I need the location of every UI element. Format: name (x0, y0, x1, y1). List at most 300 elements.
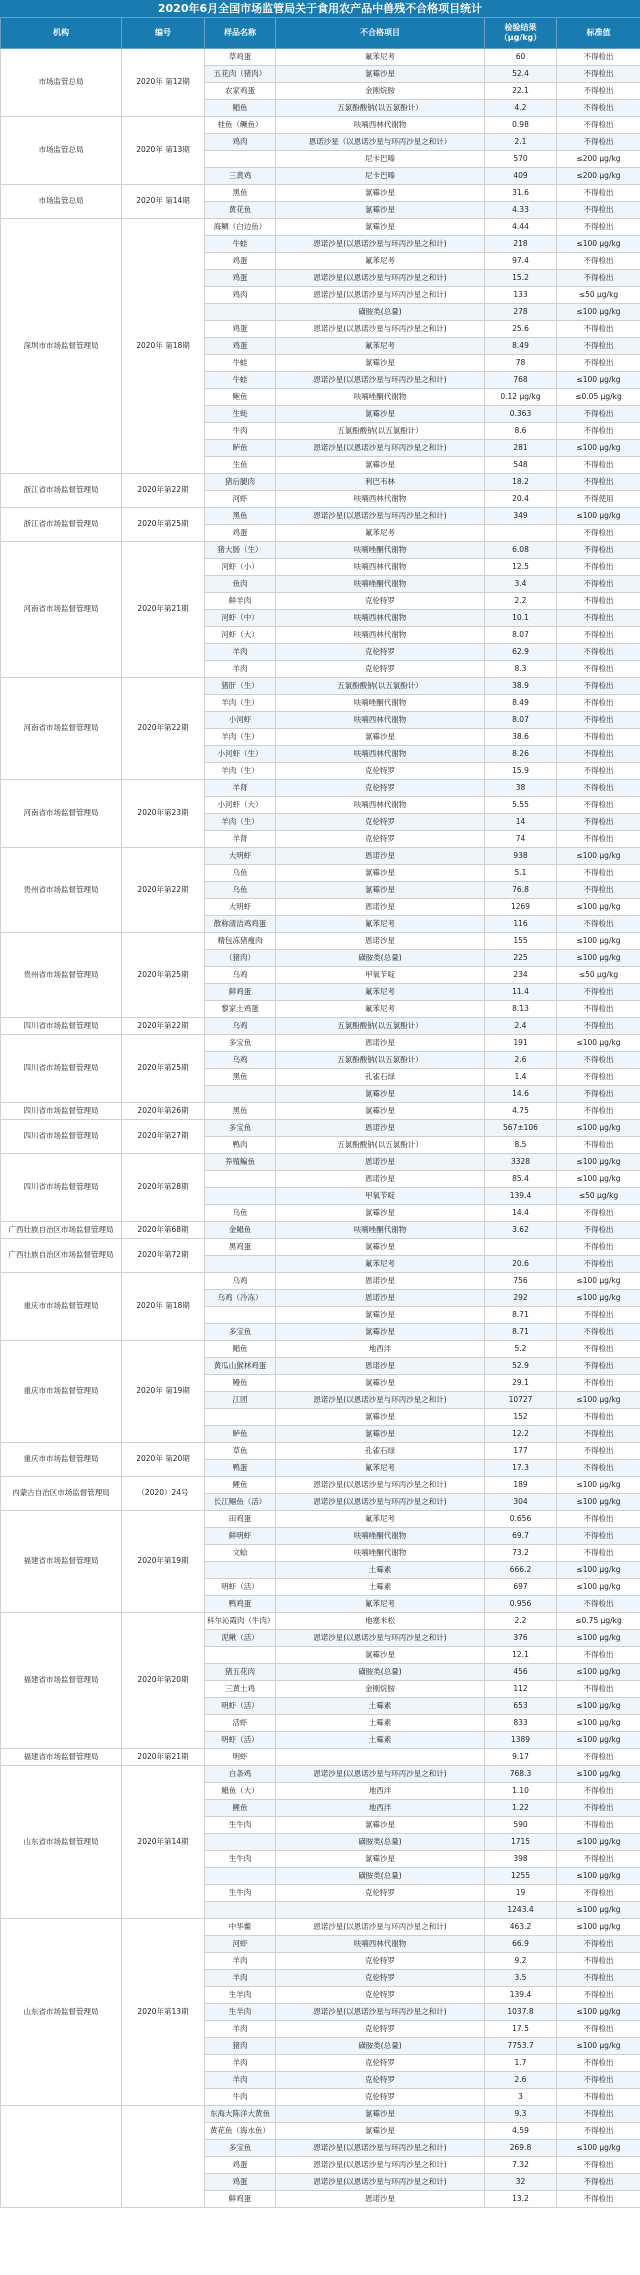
result-cell: 1.10 (485, 1783, 557, 1800)
result-cell: 3 (485, 2089, 557, 2106)
item-cell: 金刚烷胺 (276, 1681, 485, 1698)
sample-cell: 鱼肉 (205, 576, 276, 593)
result-cell: 12.1 (485, 1647, 557, 1664)
item-cell: 恩诺沙星(以恩诺沙星与环丙沙星之和计) (276, 1766, 485, 1783)
sample-cell: 猪五花肉 (205, 1664, 276, 1681)
sample-cell: 鲜鸡蛋 (205, 2191, 276, 2208)
result-cell: 15.9 (485, 763, 557, 780)
item-cell: 尼卡巴嗪 (276, 151, 485, 168)
standard-cell: 不得检出 (557, 66, 640, 83)
item-cell: 克伦特罗 (276, 2089, 485, 2106)
sample-cell: 猪大肠（生） (205, 542, 276, 559)
result-cell: 2.2 (485, 593, 557, 610)
issue-cell: 2020年 第18期 (122, 1273, 205, 1341)
agency-cell: 浙江省市场监督管理局 (1, 508, 122, 542)
sample-cell: 乌鸡（冷冻） (205, 1290, 276, 1307)
sample-cell: 河虾 (205, 491, 276, 508)
result-cell: 4.59 (485, 2123, 557, 2140)
item-cell: 恩诺沙星 (276, 1273, 485, 1290)
item-cell: 孔雀石绿 (276, 1443, 485, 1460)
agency-cell: 山东省市场监督管理局 (1, 1919, 122, 2106)
result-cell: 225 (485, 950, 557, 967)
sample-cell: 鸭肉 (205, 1137, 276, 1154)
sample-cell: 羊肾 (205, 831, 276, 848)
standard-cell: 不得检出 (557, 1426, 640, 1443)
agency-cell: 重庆市市场监督管理局 (1, 1341, 122, 1443)
item-cell: 磺胺类(总量) (276, 1664, 485, 1681)
result-cell: 189 (485, 1477, 557, 1494)
result-cell: 281 (485, 440, 557, 457)
sample-cell: 羊肉 (205, 1953, 276, 1970)
header-issue: 编号 (122, 18, 205, 49)
standard-cell: 不得检出 (557, 1052, 640, 1069)
item-cell: 克伦特罗 (276, 780, 485, 797)
item-cell: 恩诺沙星(以恩诺沙星与环丙沙星之和计) (276, 236, 485, 253)
standard-cell: 不得检出 (557, 219, 640, 236)
table-row (1, 1035, 640, 1052)
issue-cell: 2020年 第20期 (122, 1443, 205, 1477)
standard-cell: 不得检出 (557, 1647, 640, 1664)
agency-cell: 四川省市场监督管理局 (1, 1035, 122, 1103)
standard-cell: 不得检出 (557, 1596, 640, 1613)
standard-cell: ≤50 μg/kg (557, 287, 640, 304)
table-row (1, 542, 640, 559)
agency-cell: 内蒙古自治区市场监督管理局 (1, 1477, 122, 1511)
result-cell: 3.62 (485, 1222, 557, 1239)
item-cell: 氯霉沙星 (276, 882, 485, 899)
standard-cell: 不得检出 (557, 1970, 640, 1987)
standard-cell: 不得检出 (557, 1936, 640, 1953)
result-cell: 2.2 (485, 1613, 557, 1630)
item-cell: 呋喃西林代谢物 (276, 746, 485, 763)
result-cell: 398 (485, 1851, 557, 1868)
item-cell: 呋喃唑酮代谢物 (276, 542, 485, 559)
table-row (1, 1273, 640, 1290)
result-cell: 0.12 μg/kg (485, 389, 557, 406)
result-cell: 139.4 (485, 1987, 557, 2004)
issue-cell: 2020年 第19期 (122, 1341, 205, 1443)
standard-cell: 不得检出 (557, 202, 640, 219)
sample-cell: 桂鱼（鳜鱼） (205, 117, 276, 134)
result-cell: 0.98 (485, 117, 557, 134)
sample-cell: 鸡蛋 (205, 2174, 276, 2191)
sample-cell: 乌鸡 (205, 967, 276, 984)
standard-cell: 不得检出 (557, 763, 640, 780)
standard-cell: 不得检出 (557, 1239, 640, 1256)
standard-cell: 不得检出 (557, 49, 640, 66)
standard-cell: 不得检出 (557, 542, 640, 559)
issue-cell: 2020年 第14期 (122, 185, 205, 219)
sample-cell: 鲳鱼 (205, 1341, 276, 1358)
agency-cell: 浙江省市场监督管理局 (1, 474, 122, 508)
item-cell: 呋喃唑酮代谢物 (276, 576, 485, 593)
item-cell: 恩诺沙星(以恩诺沙星与环丙沙星之和计) (276, 2004, 485, 2021)
result-cell: 8.13 (485, 1001, 557, 1018)
standard-cell: ≤100 μg/kg (557, 1273, 640, 1290)
result-cell: 15.2 (485, 270, 557, 287)
issue-cell: 2020年第19期 (122, 1511, 205, 1613)
agency-cell: 四川省市场监督管理局 (1, 1103, 122, 1120)
sample-cell: 鸡蛋 (205, 321, 276, 338)
standard-cell: ≤100 μg/kg (557, 1698, 640, 1715)
result-cell: 1389 (485, 1732, 557, 1749)
issue-cell: 2020年第28期 (122, 1154, 205, 1222)
result-cell: 76.8 (485, 882, 557, 899)
sample-cell: 明虾（活） (205, 1732, 276, 1749)
item-cell: 恩诺沙星 (276, 1035, 485, 1052)
item-cell: 恩诺沙星 (276, 1120, 485, 1137)
standard-cell: 不得检出 (557, 2157, 640, 2174)
sample-cell: 牛蛙 (205, 355, 276, 372)
result-cell: 570 (485, 151, 557, 168)
item-cell: 克伦特罗 (276, 763, 485, 780)
item-cell: 氯霉沙星 (276, 1426, 485, 1443)
sample-cell (205, 304, 276, 321)
result-cell: 8.6 (485, 423, 557, 440)
item-cell: 地西泮 (276, 1800, 485, 1817)
item-cell: 氯霉沙星 (276, 865, 485, 882)
result-cell: 73.2 (485, 1545, 557, 1562)
sample-cell: 生羊肉 (205, 1987, 276, 2004)
item-cell: 地西泮 (276, 1341, 485, 1358)
sample-cell: 鲜鸡蛋 (205, 984, 276, 1001)
result-cell: 2.1 (485, 134, 557, 151)
agency-cell: 贵州省市场监督管理局 (1, 933, 122, 1018)
result-cell: 5.1 (485, 865, 557, 882)
sample-cell: 羊肉 (205, 661, 276, 678)
result-cell: 66.9 (485, 1936, 557, 1953)
standard-cell: ≤100 μg/kg (557, 1494, 640, 1511)
item-cell (276, 1749, 485, 1766)
agency-cell: 河南省市场监督管理局 (1, 542, 122, 678)
result-cell: 74 (485, 831, 557, 848)
item-cell: 氯霉沙星 (276, 2123, 485, 2140)
item-cell: 恩诺沙星(以恩诺沙星与环丙沙星之和计) (276, 1919, 485, 1936)
issue-cell: 2020年第25期 (122, 1035, 205, 1103)
item-cell: 克伦特罗 (276, 644, 485, 661)
standard-cell: 不得检出 (557, 2072, 640, 2089)
item-cell: 克伦特罗 (276, 2055, 485, 2072)
sample-cell: 大明虾 (205, 899, 276, 916)
item-cell: 恩诺沙星 (276, 2191, 485, 2208)
sample-cell: 牛蛙 (205, 236, 276, 253)
item-cell: 磺胺类(总量) (276, 950, 485, 967)
agency-cell: 市场监管总局 (1, 49, 122, 117)
standard-cell: 不得检出 (557, 1375, 640, 1392)
issue-cell: 2020年第68期 (122, 1222, 205, 1239)
result-cell: 4.2 (485, 100, 557, 117)
issue-cell: 2020年第22期 (122, 1018, 205, 1035)
item-cell: 氟苯尼考 (276, 1256, 485, 1273)
item-cell: 五氯酚酸钠(以五氯酚计） (276, 423, 485, 440)
table-row (1, 678, 640, 695)
item-cell: 土霉素 (276, 1698, 485, 1715)
standard-cell: ≤100 μg/kg (557, 2038, 640, 2055)
sample-cell: 黑鱼 (205, 1069, 276, 1086)
standard-cell: 不得检出 (557, 1307, 640, 1324)
sample-cell: 长江鲴鱼（活） (205, 1494, 276, 1511)
residue-table (0, 17, 640, 2208)
standard-cell: 不得检出 (557, 712, 640, 729)
standard-cell: ≤100 μg/kg (557, 1902, 640, 1919)
table-row (1, 1341, 640, 1358)
item-cell: 氟苯尼考 (276, 1511, 485, 1528)
sample-cell: 羊肉 (205, 2021, 276, 2038)
agency-cell: 贵州省市场监督管理局 (1, 848, 122, 933)
header-result: 检验结果（μg/kg） (485, 18, 557, 49)
item-cell: 氯霉沙星 (276, 355, 485, 372)
item-cell: 氯霉沙星 (276, 1851, 485, 1868)
sample-cell: 乌鸡 (205, 1018, 276, 1035)
sample-cell: 生鱼 (205, 457, 276, 474)
result-cell: 52.9 (485, 1358, 557, 1375)
item-cell: 克伦特罗 (276, 593, 485, 610)
result-cell: 1255 (485, 1868, 557, 1885)
sample-cell: 文蛤 (205, 1545, 276, 1562)
sample-cell: 羊肉（生） (205, 763, 276, 780)
issue-cell: 2020年 第13期 (122, 117, 205, 185)
result-cell: 8.49 (485, 695, 557, 712)
result-cell: 3328 (485, 1154, 557, 1171)
result-cell: 8.71 (485, 1307, 557, 1324)
standard-cell: ≤100 μg/kg (557, 933, 640, 950)
sample-cell: 黄花鱼（海水鱼） (205, 2123, 276, 2140)
standard-cell: 不得检出 (557, 593, 640, 610)
item-cell: 恩诺沙星(以恩诺沙星与环丙沙星之和计) (276, 440, 485, 457)
result-cell: 463.2 (485, 1919, 557, 1936)
standard-cell: ≤100 μg/kg (557, 372, 640, 389)
sample-cell: 河虾（中） (205, 610, 276, 627)
item-cell: 恩诺沙星(以恩诺沙星与环丙沙星之和计) (276, 1630, 485, 1647)
item-cell: 呋喃西林代谢物 (276, 559, 485, 576)
item-cell: 克伦特罗 (276, 1987, 485, 2004)
sample-cell: 草鱼 (205, 1443, 276, 1460)
sample-cell: 五花肉（猪肉） (205, 66, 276, 83)
agency-cell: 四川省市场监督管理局 (1, 1120, 122, 1154)
result-cell: 269.8 (485, 2140, 557, 2157)
standard-cell: ≤100 μg/kg (557, 1154, 640, 1171)
issue-cell: 2020年第13期 (122, 1919, 205, 2106)
agency-cell: 市场监管总局 (1, 185, 122, 219)
standard-cell: 不得使用 (557, 491, 640, 508)
result-cell: 9.17 (485, 1749, 557, 1766)
agency-cell: 广西壮族自治区市场监督管理局 (1, 1222, 122, 1239)
standard-cell: 不得检出 (557, 1086, 640, 1103)
item-cell: 氯霉沙星 (276, 66, 485, 83)
standard-cell: ≤100 μg/kg (557, 304, 640, 321)
sample-cell: 牛肉 (205, 423, 276, 440)
item-cell: 恩诺沙星 (276, 1358, 485, 1375)
item-cell: 氯霉沙星 (276, 1239, 485, 1256)
sample-cell: 猪肉 (205, 2038, 276, 2055)
standard-cell: 不得检出 (557, 525, 640, 542)
standard-cell: ≤100 μg/kg (557, 508, 640, 525)
result-cell: 1.7 (485, 2055, 557, 2072)
result-cell: 6.08 (485, 542, 557, 559)
table-row (1, 219, 640, 236)
sample-cell: 牛蛙 (205, 372, 276, 389)
header-standard: 标准值 (557, 18, 640, 49)
standard-cell: 不得检出 (557, 1511, 640, 1528)
result-cell: 1.4 (485, 1069, 557, 1086)
agency-cell: 河南省市场监督管理局 (1, 678, 122, 780)
table-row (1, 1477, 640, 1494)
sample-cell: 黑鱼 (205, 1103, 276, 1120)
sample-cell: 江团 (205, 1392, 276, 1409)
result-cell: 938 (485, 848, 557, 865)
item-cell: 恩诺沙星（以恩诺沙星与环丙沙星之和计） (276, 134, 485, 151)
item-cell: 呋喃西林代谢物 (276, 117, 485, 134)
item-cell: 克伦特罗 (276, 1970, 485, 1987)
item-cell: 呋喃西林代谢物 (276, 797, 485, 814)
standard-cell: 不得检出 (557, 1443, 640, 1460)
result-cell: 567±106 (485, 1120, 557, 1137)
table-row (1, 185, 640, 202)
standard-cell: 不得检出 (557, 644, 640, 661)
sample-cell (205, 1902, 276, 1919)
sample-cell: 大明虾 (205, 848, 276, 865)
sample-cell: 鲈鱼 (205, 1426, 276, 1443)
item-cell: 氯霉沙星 (276, 1409, 485, 1426)
result-cell: 112 (485, 1681, 557, 1698)
standard-cell: ≤100 μg/kg (557, 1868, 640, 1885)
result-cell: 12.2 (485, 1426, 557, 1443)
sample-cell: 多宝鱼 (205, 1035, 276, 1052)
item-cell: 土霉素 (276, 1579, 485, 1596)
sample-cell: 河虾 (205, 1936, 276, 1953)
item-cell: 呋喃西林代谢物 (276, 1936, 485, 1953)
sample-cell: 羊肉（生） (205, 695, 276, 712)
standard-cell: 不得检出 (557, 474, 640, 491)
result-cell: 2.4 (485, 1018, 557, 1035)
standard-cell: ≤100 μg/kg (557, 1171, 640, 1188)
item-cell: 恩诺沙星(以恩诺沙星与环丙沙星之和计) (276, 1494, 485, 1511)
sample-cell: 河虾（小） (205, 559, 276, 576)
item-cell: 克伦特罗 (276, 661, 485, 678)
result-cell: 8.07 (485, 712, 557, 729)
agency-cell: 山东省市场监督管理局 (1, 1766, 122, 1919)
sample-cell: 羊肉（生） (205, 814, 276, 831)
item-cell: 恩诺沙星(以恩诺沙星与环丙沙星之和计) (276, 2157, 485, 2174)
agency-cell: 河南省市场监督管理局 (1, 780, 122, 848)
sample-cell: 白条鸡 (205, 1766, 276, 1783)
result-cell: 376 (485, 1630, 557, 1647)
item-cell: 氯霉沙星 (276, 457, 485, 474)
result-cell: 13.2 (485, 2191, 557, 2208)
result-cell: 768 (485, 372, 557, 389)
issue-cell: 2020年第22期 (122, 678, 205, 780)
agency-cell: 市场监管总局 (1, 117, 122, 185)
standard-cell: 不得检出 (557, 1018, 640, 1035)
result-cell: 833 (485, 1715, 557, 1732)
sample-cell: 乌鸡 (205, 1273, 276, 1290)
item-cell: 恩诺沙星 (276, 848, 485, 865)
result-cell: 1.22 (485, 1800, 557, 1817)
standard-cell: 不得检出 (557, 780, 640, 797)
standard-cell: 不得检出 (557, 1256, 640, 1273)
standard-cell: ≤100 μg/kg (557, 1732, 640, 1749)
standard-cell: 不得检出 (557, 1324, 640, 1341)
standard-cell: ≤100 μg/kg (557, 2004, 640, 2021)
standard-cell: 不得检出 (557, 1681, 640, 1698)
standard-cell: ≤100 μg/kg (557, 2140, 640, 2157)
result-cell: 1715 (485, 1834, 557, 1851)
issue-cell: 2020年第23期 (122, 780, 205, 848)
result-cell: 5.2 (485, 1341, 557, 1358)
item-cell: 克伦特罗 (276, 1953, 485, 1970)
standard-cell: 不得检出 (557, 695, 640, 712)
item-cell: 恩诺沙星(以恩诺沙星与环丙沙星之和计) (276, 2140, 485, 2157)
agency-cell: 四川省市场监督管理局 (1, 1018, 122, 1035)
issue-cell: 2020年 第18期 (122, 219, 205, 474)
sample-cell (205, 1562, 276, 1579)
result-cell: 0.956 (485, 1596, 557, 1613)
result-cell: 10.1 (485, 610, 557, 627)
table-row (1, 1511, 640, 1528)
result-cell: 20.6 (485, 1256, 557, 1273)
item-cell: 氯霉沙星 (276, 1103, 485, 1120)
result-cell: 97.4 (485, 253, 557, 270)
table-row (1, 1222, 640, 1239)
standard-cell: 不得检出 (557, 729, 640, 746)
issue-cell: 2020年第25期 (122, 508, 205, 542)
item-cell: 氯霉沙星 (276, 1647, 485, 1664)
result-cell: 155 (485, 933, 557, 950)
sample-cell: 明虾（活） (205, 1698, 276, 1715)
item-cell: 金刚烷胺 (276, 83, 485, 100)
standard-cell: 不得检出 (557, 1069, 640, 1086)
standard-cell: 不得检出 (557, 916, 640, 933)
sample-cell: 黑鱼 (205, 185, 276, 202)
item-cell: 呋喃唑酮代谢物 (276, 1528, 485, 1545)
item-cell: 甲氧苄啶 (276, 967, 485, 984)
item-cell: 地塞米松 (276, 1613, 485, 1630)
result-cell: 10727 (485, 1392, 557, 1409)
item-cell: 氟苯尼考 (276, 253, 485, 270)
item-cell: 氟苯尼考 (276, 338, 485, 355)
item-cell: 呋喃西林代谢物 (276, 627, 485, 644)
item-cell: 氟苯尼考 (276, 525, 485, 542)
standard-cell: 不得检出 (557, 1341, 640, 1358)
standard-cell: ≤100 μg/kg (557, 1664, 640, 1681)
item-cell (276, 1902, 485, 1919)
result-cell: 29.1 (485, 1375, 557, 1392)
result-cell (485, 525, 557, 542)
result-cell: 78 (485, 355, 557, 372)
sample-cell: 黑鸡蛋 (205, 1239, 276, 1256)
table-row (1, 780, 640, 797)
standard-cell: 不得检出 (557, 1528, 640, 1545)
sample-cell (205, 1307, 276, 1324)
sample-cell: 鳗鱼 (205, 1375, 276, 1392)
item-cell: 氯霉沙星 (276, 2106, 485, 2123)
result-cell: 177 (485, 1443, 557, 1460)
table-row (1, 474, 640, 491)
result-cell: 62.9 (485, 644, 557, 661)
result-cell: 756 (485, 1273, 557, 1290)
table-row (1, 848, 640, 865)
sample-cell: 鸡肉 (205, 134, 276, 151)
sample-cell: 明虾 (205, 1749, 276, 1766)
item-cell: 恩诺沙星(以恩诺沙星与环丙沙星之和计) (276, 1392, 485, 1409)
standard-cell: 不得检出 (557, 1987, 640, 2004)
sample-cell: 小河虾（大） (205, 797, 276, 814)
table-row (1, 1919, 640, 1936)
result-cell: 1037.8 (485, 2004, 557, 2021)
result-cell: 14.4 (485, 1205, 557, 1222)
item-cell: 克伦特罗 (276, 2072, 485, 2089)
result-cell: 218 (485, 236, 557, 253)
